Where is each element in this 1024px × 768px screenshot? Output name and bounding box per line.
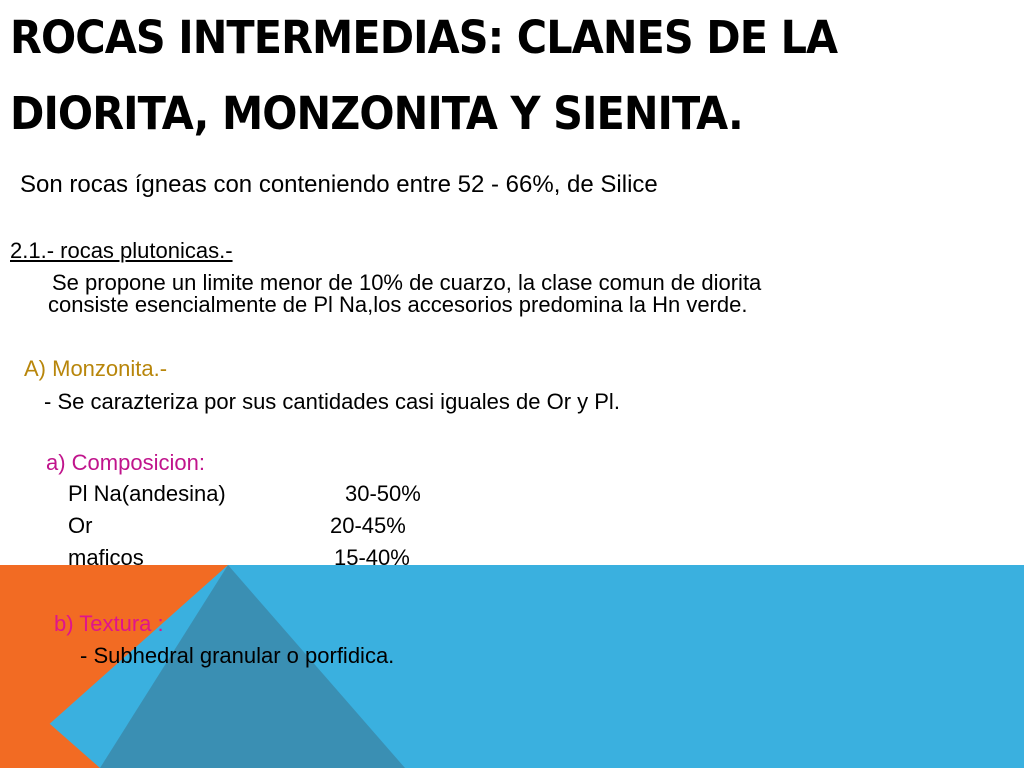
composition-range: 20-45% — [330, 513, 406, 538]
slide-title — [10, 0, 930, 152]
section-paragraph-line-1: Se propone un limite menor de 10% de cuarzo, la clase comun de diorita — [52, 270, 762, 295]
composition-range: 30-50% — [345, 481, 421, 506]
composition-mineral: Or — [68, 513, 93, 538]
texture-item: - Subhedral granular o porfidica. — [80, 643, 395, 668]
composition-range: 15-40% — [334, 545, 410, 570]
composition-mineral: Pl Na(andesina) — [68, 481, 226, 506]
slide-title-line-1: ROCAS INTERMEDIAS: CLANES DE LA — [10, 11, 838, 64]
monzonita-heading: A) Monzonita.- — [24, 356, 168, 381]
texture-heading: b) Textura : — [54, 611, 164, 636]
section-paragraph-line-2: consiste esencialmente de Pl Na,los accesorios predomina la Hn verde. — [48, 292, 748, 317]
intro-text: Son rocas ígneas con conteniendo entre 52 - 66%, de Silice — [20, 171, 658, 198]
slide-title-line-2: DIORITA, MONZONITA Y SIENITA. — [10, 87, 743, 140]
section-heading: 2.1.- rocas plutonicas.- — [10, 238, 233, 263]
composition-heading: a) Composicion: — [46, 450, 205, 475]
composition-mineral: maficos — [68, 545, 144, 570]
monzonita-bullet: - Se carazteriza por sus cantidades casi iguales de Or y Pl. — [44, 389, 620, 414]
